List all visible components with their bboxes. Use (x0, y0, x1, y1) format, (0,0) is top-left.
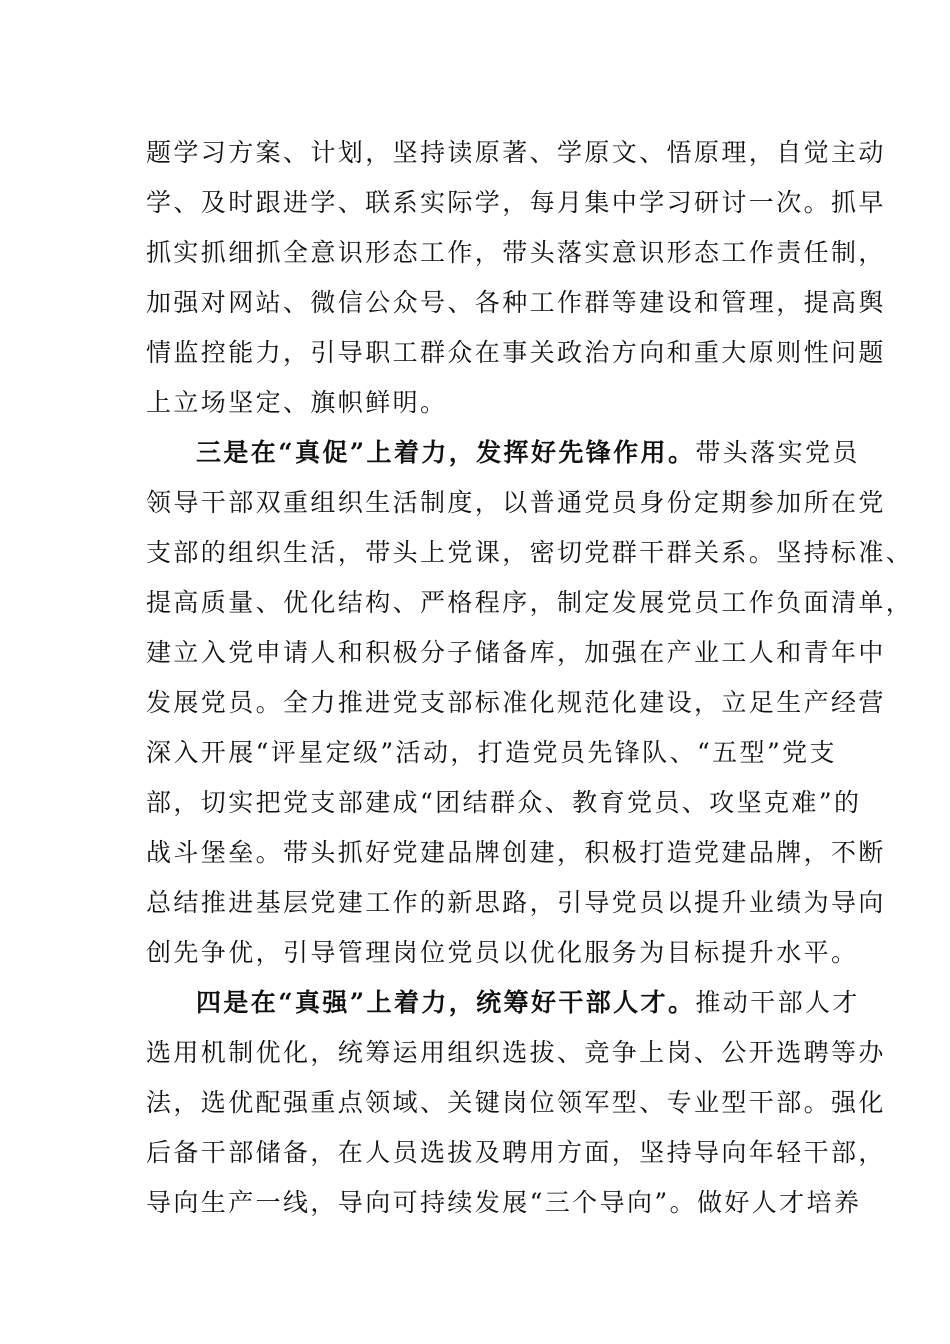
paragraph-study-and-ideology (146, 128, 886, 428)
text-run: 学、及时跟进学、联系实际学，每月集中学习研讨一次。抓早 (146, 188, 886, 217)
text-run: 带头落实党员 (695, 438, 860, 467)
body-text (146, 128, 914, 1228)
text-run: 建立入党申请人和积极分子储备库，加强在产业工人和青年中 (146, 638, 886, 667)
text-line (146, 878, 886, 928)
text-run: 加强对网站、微信公众号、各种工作群等建设和管理，提高舆 (146, 288, 886, 317)
text-line (146, 328, 886, 378)
text-line (146, 378, 826, 428)
text-run: 导向生产一线，导向可持续发展“三个导向”。做好人才培养 (146, 1188, 862, 1217)
text-line (146, 1028, 886, 1078)
text-run: 深入开展“评星定级”活动，打造党员先锋队、“五型”党支 (146, 738, 837, 767)
text-run: 法，选优配强重点领域、关键岗位领军型、专业型干部。强化 (146, 1088, 886, 1117)
text-line (146, 128, 886, 178)
text-run: 上立场坚定、旗帜鲜明。 (146, 388, 448, 417)
text-line (146, 628, 886, 678)
paragraph-section-three (146, 428, 914, 978)
text-line (146, 428, 860, 478)
text-line (146, 978, 860, 1028)
text-run: 总结推进基层党建工作的新思路，引导党员以提升业绩为导向 (146, 888, 886, 917)
text-run: 推动干部人才 (695, 988, 860, 1017)
text-line (146, 528, 914, 578)
text-line (146, 1078, 886, 1128)
text-run: 创先争优，引导管理岗位党员以优化服务为目标提升水平。 (146, 938, 859, 967)
section-heading: 四是在“真强”上着力，统筹好干部人才。 (196, 988, 696, 1017)
text-line (146, 278, 886, 328)
text-line (146, 578, 914, 628)
text-line (146, 1128, 886, 1178)
text-run: 情监控能力，引导职工群众在事关政治方向和重大原则性问题 (146, 338, 886, 367)
text-run: 发展党员。全力推进党支部标准化规范化建设，立足生产经营 (146, 688, 886, 717)
text-run: 题学习方案、计划，坚持读原著、学原文、悟原理，自觉主动 (146, 138, 886, 167)
text-run: 抓实抓细抓全意识形态工作，带头落实意识形态工作责任制， (146, 238, 886, 267)
text-line (146, 228, 886, 278)
text-run: 提高质量、优化结构、严格程序，制定发展党员工作负面清单， (146, 588, 914, 617)
text-line (146, 1178, 862, 1228)
text-run: 战斗堡垒。带头抓好党建品牌创建，积极打造党建品牌，不断 (146, 838, 886, 867)
text-line (146, 928, 859, 978)
text-run: 支部的组织生活，带头上党课，密切党群干群关系。坚持标准、 (146, 538, 914, 567)
text-line (146, 778, 862, 828)
text-run: 部，切实把党支部建成“团结群众、教育党员、攻坚克难”的 (146, 788, 862, 817)
text-line (146, 478, 886, 528)
text-line (146, 678, 886, 728)
paragraph-section-four (146, 978, 886, 1228)
text-run: 选用机制优化，统筹运用组织选拔、竞争上岗、公开选聘等办 (146, 1038, 886, 1067)
text-line (146, 828, 886, 878)
text-run: 后备干部储备，在人员选拔及聘用方面，坚持导向年轻干部， (146, 1138, 886, 1167)
text-run: 领导干部双重组织生活制度，以普通党员身份定期参加所在党 (146, 488, 886, 517)
text-line (146, 728, 837, 778)
section-heading: 三是在“真促”上着力，发挥好先锋作用。 (196, 438, 696, 467)
text-line (146, 178, 886, 228)
